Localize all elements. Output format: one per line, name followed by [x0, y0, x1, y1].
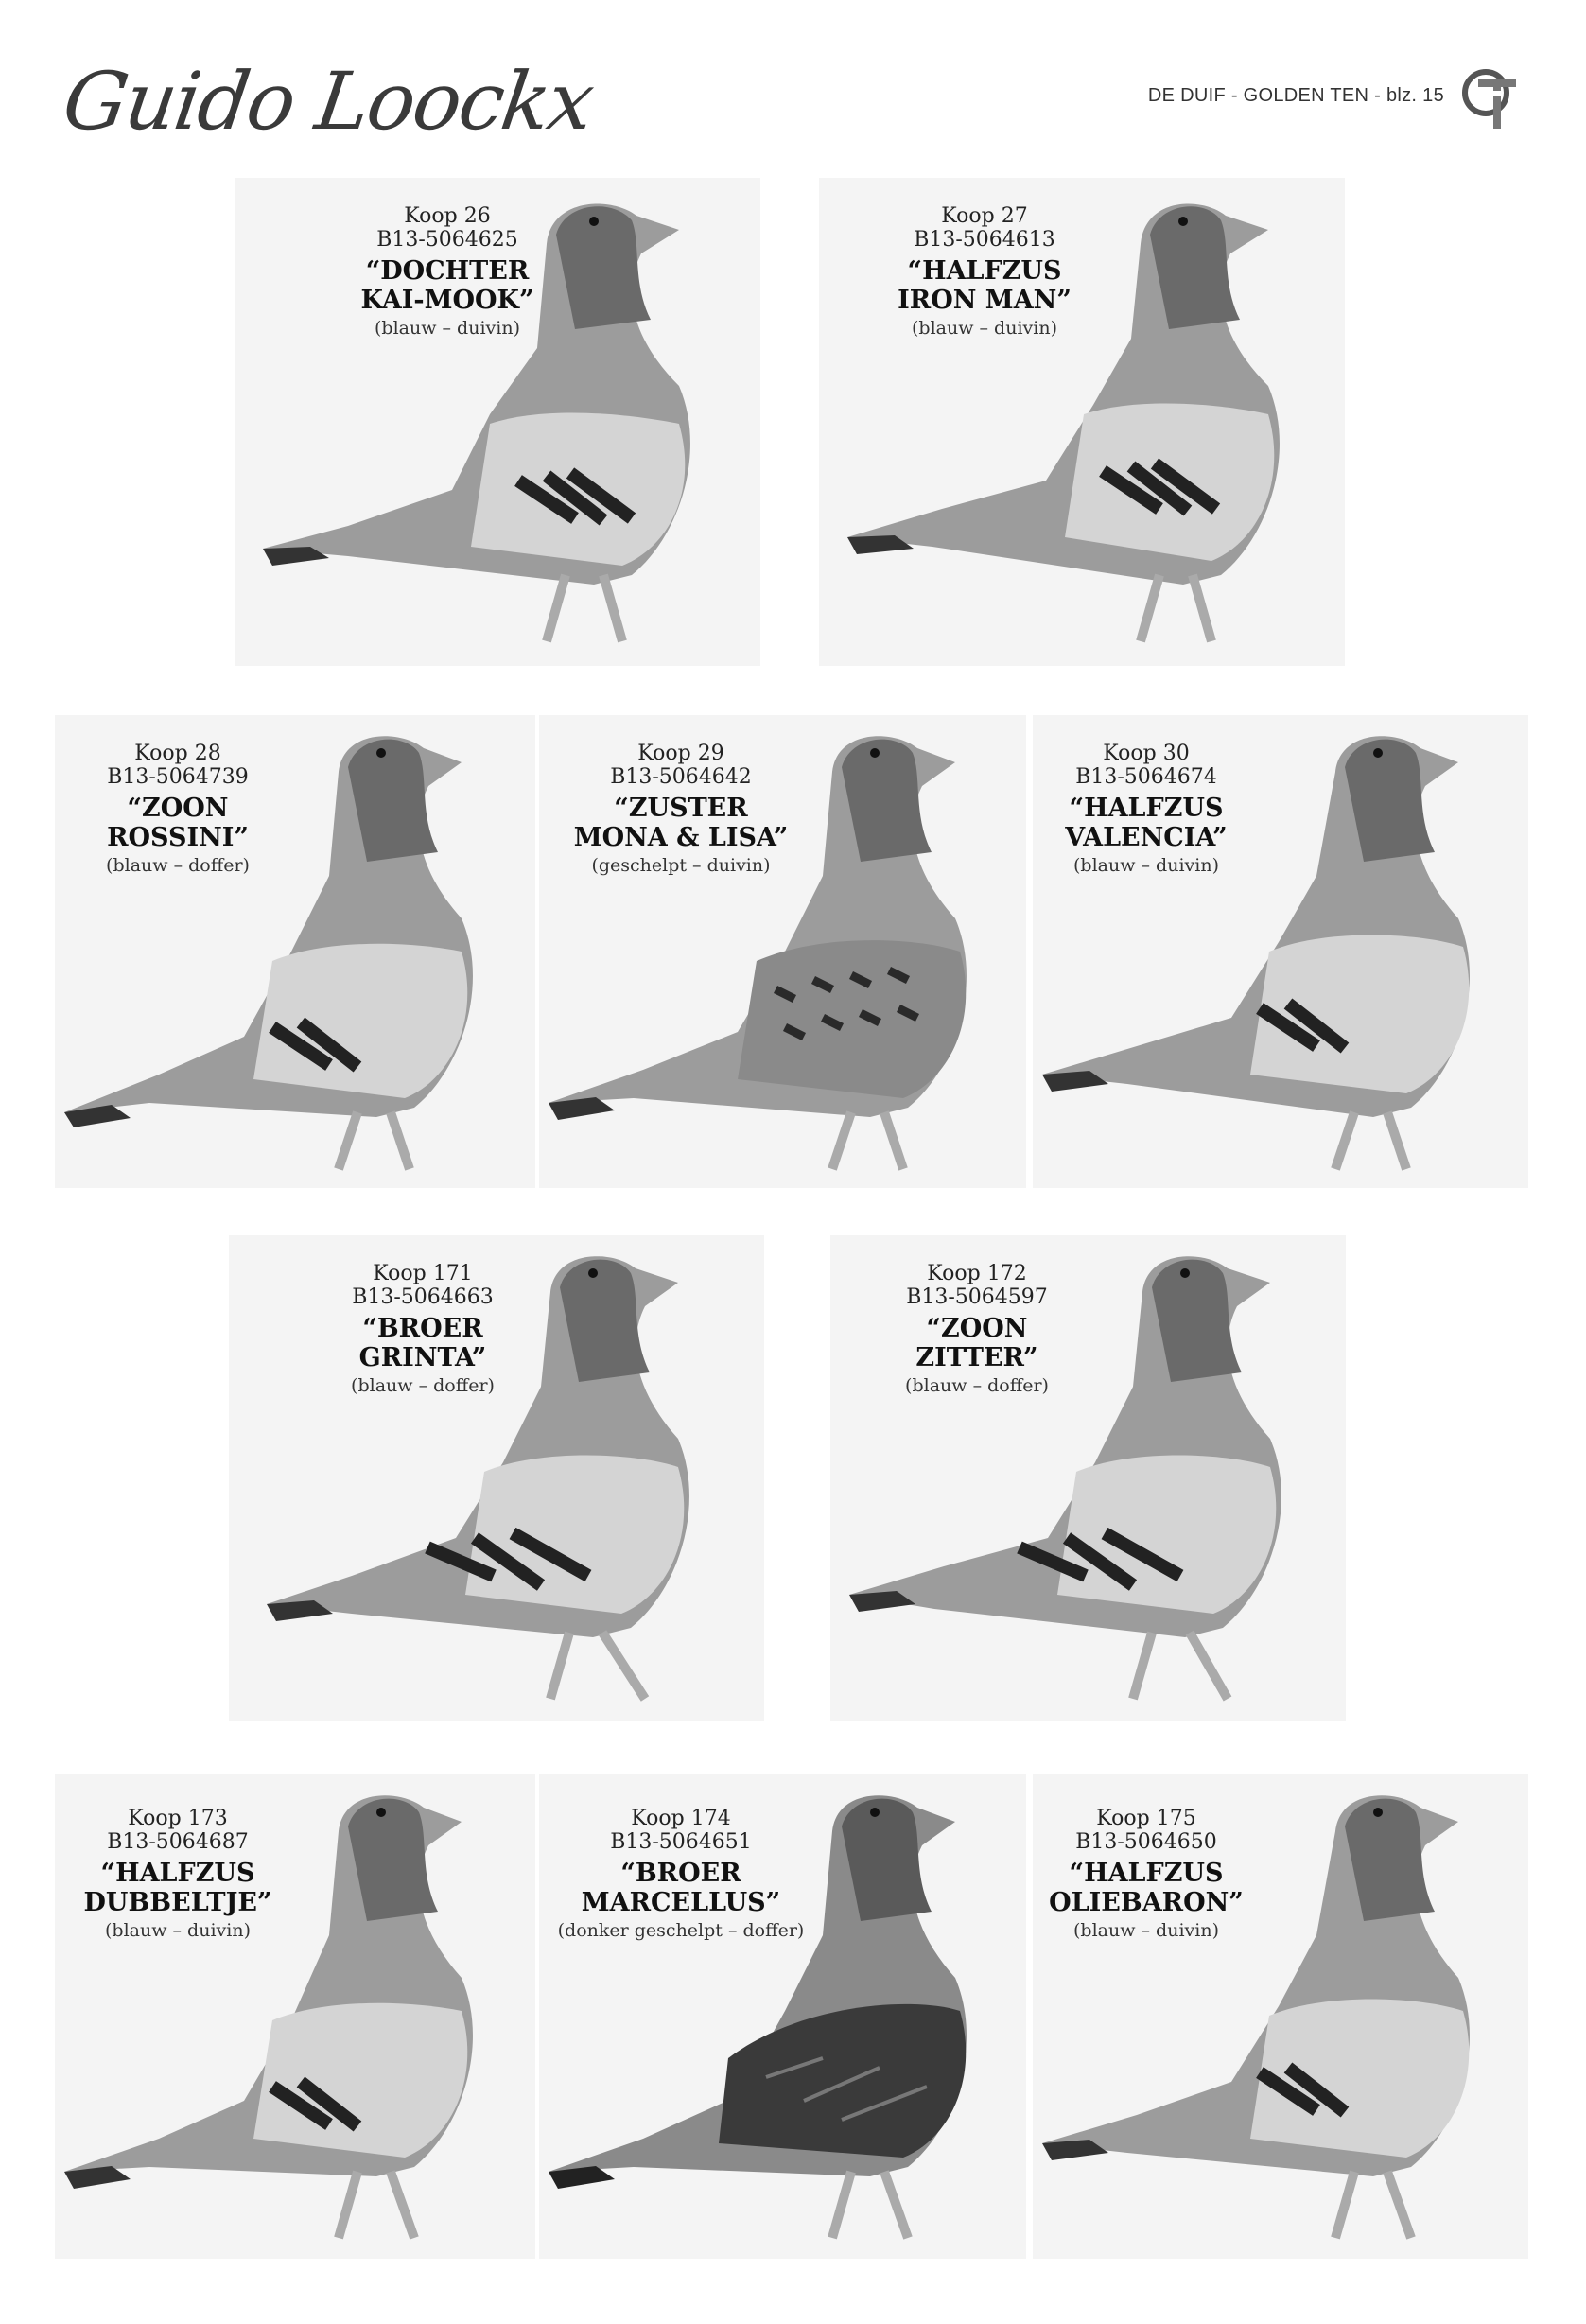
pigeon-color-sex: (blauw – duivin): [912, 317, 1057, 339]
pigeon-color-sex: (blauw – duivin): [1073, 1919, 1219, 1941]
pigeon-name-line-1: “BROER: [362, 1313, 483, 1343]
pigeon-card: [235, 178, 760, 666]
ring-number: B13-5064663: [352, 1285, 494, 1310]
pigeon-card: [830, 1235, 1346, 1721]
ring-number: B13-5064597: [906, 1285, 1048, 1310]
lot-number: Koop 174: [631, 1807, 731, 1830]
pigeon-name-line-2: IRON MAN”: [898, 285, 1072, 315]
pigeon-label: [866, 204, 1103, 340]
pigeon-name-line-2: MONA & LISA”: [573, 822, 789, 852]
page-header: [1148, 55, 1520, 136]
pigeon-color-sex: (blauw – doffer): [905, 1374, 1049, 1396]
pigeon-card: [819, 178, 1345, 666]
pigeon-name-line-1: “ZUSTER: [614, 793, 748, 823]
pigeon-name-line-2: ZITTER”: [915, 1342, 1038, 1372]
pigeon-color-sex: (blauw – duivin): [375, 317, 520, 339]
pigeon-color-sex: (blauw – doffer): [106, 854, 250, 876]
pigeon-label: [1037, 1807, 1255, 1942]
lot-number: Koop 175: [1096, 1807, 1196, 1830]
pigeon-card: [229, 1235, 764, 1721]
lot-number: Koop 172: [927, 1262, 1027, 1285]
ring-number: B13-5064642: [610, 765, 752, 790]
pigeon-label: [305, 1262, 541, 1397]
pigeon-name-line-2: DUBBELTJE”: [83, 1887, 272, 1917]
pigeon-label: [859, 1262, 1095, 1397]
lot-number: Koop 171: [373, 1262, 473, 1285]
pigeon-name-line-2: GRINTA”: [358, 1342, 487, 1372]
pigeon-name-line-2: VALENCIA”: [1065, 822, 1228, 852]
ring-number: B13-5064739: [107, 765, 249, 790]
lot-number: Koop 29: [637, 742, 724, 765]
pigeon-color-sex: (blauw – duivin): [105, 1919, 251, 1941]
pigeon-name-line-2: MARCELLUS”: [581, 1887, 781, 1917]
pigeon-name-line-1: “HALFZUS: [100, 1858, 255, 1888]
pigeon-name-line-1: “BROER: [620, 1858, 741, 1888]
pigeon-name-line-2: KAI-MOOK”: [360, 285, 534, 315]
pigeon-card: [55, 1774, 535, 2259]
pigeon-label: [572, 742, 790, 877]
pigeon-color-sex: (geschelpt – duivin): [591, 854, 771, 876]
ring-number: B13-5064613: [914, 228, 1055, 253]
lot-number: Koop 26: [404, 204, 491, 228]
pigeon-name-line-1: “HALFZUS: [1069, 1858, 1224, 1888]
lot-number: Koop 27: [941, 204, 1028, 228]
ring-number: B13-5064674: [1075, 765, 1217, 790]
pigeon-card: [1033, 1774, 1528, 2259]
ring-number: B13-5064651: [610, 1830, 752, 1855]
lot-number: Koop 30: [1103, 742, 1190, 765]
pigeon-label: [69, 742, 287, 877]
lot-number: Koop 173: [128, 1807, 228, 1830]
pigeon-color-sex: (blauw – doffer): [351, 1374, 495, 1396]
brand-title: Guido Loockx: [58, 55, 599, 148]
pigeon-name-line-1: “HALFZUS: [907, 255, 1062, 286]
ring-number: B13-5064625: [376, 228, 518, 253]
pigeon-card: [539, 715, 1026, 1188]
pigeon-label: [1037, 742, 1255, 877]
pigeon-card: [55, 715, 535, 1188]
pigeon-name-line-1: “HALFZUS: [1069, 793, 1224, 823]
page-reference: DE DUIF - GOLDEN TEN - blz. 15: [1147, 84, 1444, 106]
ring-number: B13-5064650: [1075, 1830, 1217, 1855]
pigeon-name-line-1: “ZOON: [926, 1313, 1028, 1343]
gt-monogram-icon: [1457, 55, 1520, 136]
ring-number: B13-5064687: [107, 1830, 249, 1855]
pigeon-card: [539, 1774, 1026, 2259]
pigeon-label: [553, 1807, 809, 1942]
pigeon-name-line-2: OLIEBARON”: [1049, 1887, 1244, 1917]
pigeon-label: [329, 204, 566, 340]
pigeon-label: [69, 1807, 287, 1942]
pigeon-card: [1033, 715, 1528, 1188]
pigeon-color-sex: (blauw – duivin): [1073, 854, 1219, 876]
pigeon-color-sex: (donker geschelpt – doffer): [557, 1919, 805, 1941]
lot-number: Koop 28: [134, 742, 221, 765]
pigeon-name-line-2: ROSSINI”: [107, 822, 249, 852]
pigeon-name-line-1: “DOCHTER: [365, 255, 530, 286]
pigeon-name-line-1: “ZOON: [127, 793, 229, 823]
